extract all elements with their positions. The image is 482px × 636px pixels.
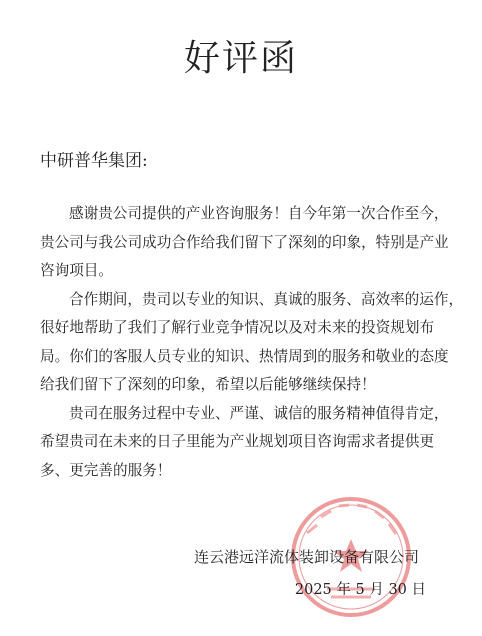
- paragraph-line: 合作期间，贵司以专业的知识、真诚的服务、高效率的运作，: [69, 290, 464, 308]
- paragraph-line: 希望贵司在未来的日子里能为产业规划项目咨询需求者提供更: [40, 433, 435, 450]
- paragraph-1: [40, 200, 449, 286]
- recipient-line: 中研普华集团:: [40, 151, 148, 171]
- paragraph-line: 给我们留下了深刻的印象，希望以后能够继续保持！: [40, 376, 376, 393]
- paragraph-line: 局。你们的客服人员专业的知识、热情周到的服务和敬业的态度: [40, 347, 449, 365]
- letter-body: [40, 200, 464, 485]
- letter-title: 好评函: [183, 38, 298, 79]
- paragraph-line: 贵司在服务过程中专业、严谨、诚信的服务精神值得肯定，: [69, 404, 449, 422]
- paragraph-line: 很好地帮助了我们了解行业竞争情况以及对未来的投资规划布: [40, 319, 435, 336]
- signature-date: 2025 年 5 月 30 日: [294, 582, 426, 598]
- paragraph-line: 咨询项目。: [40, 262, 113, 279]
- paragraph-line: 感谢贵公司提供的产业咨询服务！自今年第一次合作至今，: [69, 205, 449, 222]
- paragraph-line: 贵公司与我公司成功合作给我们留下了深刻的印象，特别是产业: [40, 233, 449, 251]
- signature-company: 连云港远洋流体装卸设备有限公司: [193, 548, 419, 566]
- paragraph-3: [40, 400, 449, 486]
- paragraph-line: 多、更完善的服务！: [40, 461, 172, 479]
- paragraph-2: [40, 286, 464, 400]
